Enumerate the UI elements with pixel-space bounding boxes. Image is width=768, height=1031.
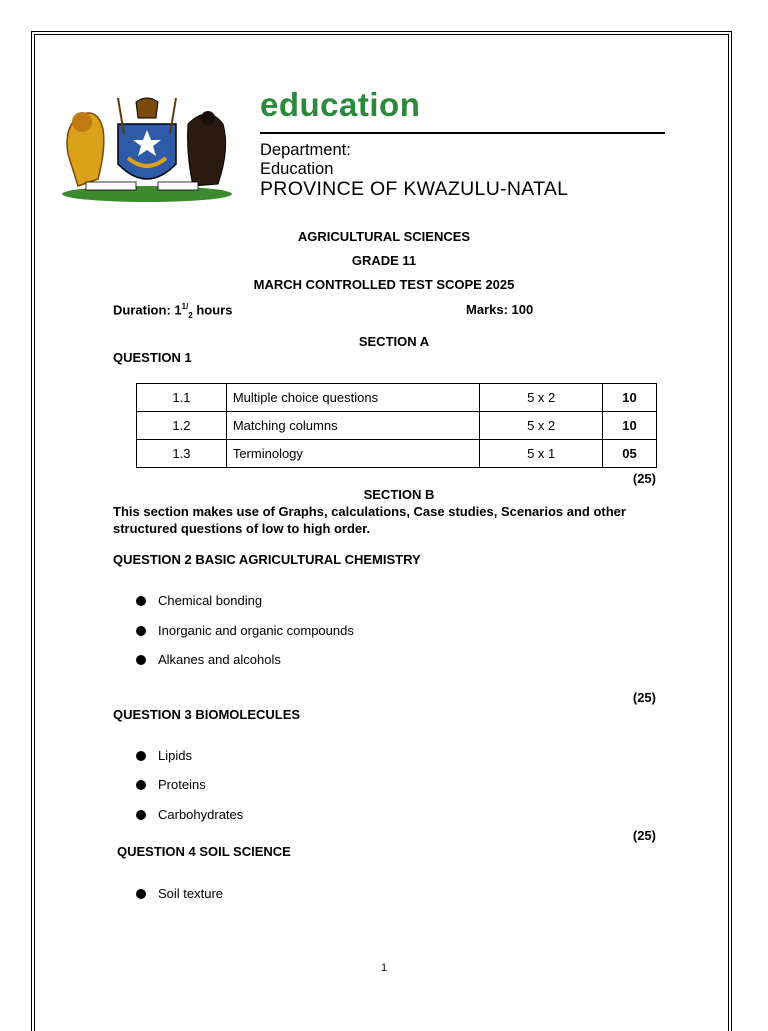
row-number: 1.3 (137, 440, 227, 468)
section-a-table (136, 383, 657, 468)
row-total: 10 (603, 412, 657, 440)
row-multiplier: 5 x 2 (480, 384, 603, 412)
row-total: 10 (603, 384, 657, 412)
subject-title: AGRICULTURAL SCIENCES (297, 229, 471, 244)
section-b-heading: SECTION B (363, 487, 435, 502)
page-number: 1 (380, 962, 388, 974)
table-row (137, 384, 657, 412)
bullet-icon (136, 626, 146, 636)
bullet-icon (136, 596, 146, 606)
department-label: Department: (260, 141, 351, 159)
province-name: PROVINCE OF KWAZULU-NATAL (260, 178, 569, 200)
question-3-heading: QUESTION 3 BIOMOLECULES (113, 707, 301, 722)
kzn-coat-of-arms-logo (58, 94, 236, 204)
brand-title: education (260, 86, 421, 123)
list-item: Soil texture (136, 886, 223, 901)
test-title: MARCH CONTROLLED TEST SCOPE 2025 (253, 277, 515, 292)
department-name: Education (260, 160, 334, 178)
row-number: 1.1 (137, 384, 227, 412)
bullet-icon (136, 780, 146, 790)
row-topic: Terminology (226, 440, 480, 468)
section-b-description: This section makes use of Graphs, calculations, Case studies, Scenarios and other structured questions of low to high order. (113, 504, 626, 536)
row-total: 05 (603, 440, 657, 468)
row-multiplier: 5 x 2 (480, 412, 603, 440)
section-a-heading: SECTION A (358, 334, 430, 349)
question-2-total: (25) (632, 690, 656, 705)
bullet-icon (136, 810, 146, 820)
marks: Marks: 100 (466, 302, 534, 317)
brand-rule (260, 132, 665, 134)
bullet-icon (136, 655, 146, 665)
list-item: Inorganic and organic compounds (136, 623, 354, 638)
row-multiplier: 5 x 1 (480, 440, 603, 468)
table-row (137, 412, 657, 440)
table-row (137, 440, 657, 468)
duration: Duration: $1^{1/}_2$ hours (113, 302, 233, 320)
list-item: Carbohydrates (136, 807, 243, 822)
row-topic: Matching columns (226, 412, 480, 440)
question-3-total: (25) (632, 828, 656, 843)
list-item: Alkanes and alcohols (136, 652, 281, 667)
bullet-icon (136, 889, 146, 899)
section-a-total: (25) (632, 471, 656, 486)
row-topic: Multiple choice questions (226, 384, 480, 412)
bullet-icon (136, 751, 146, 761)
row-number: 1.2 (137, 412, 227, 440)
question-2-heading: QUESTION 2 BASIC AGRICULTURAL CHEMISTRY (113, 552, 421, 567)
grade-title: GRADE 11 (351, 253, 417, 268)
question-1-heading: QUESTION 1 (113, 350, 192, 365)
list-item: Chemical bonding (136, 593, 262, 608)
list-item: Proteins (136, 777, 206, 792)
question-4-heading: QUESTION 4 SOIL SCIENCE (117, 844, 291, 859)
list-item: Lipids (136, 748, 192, 763)
